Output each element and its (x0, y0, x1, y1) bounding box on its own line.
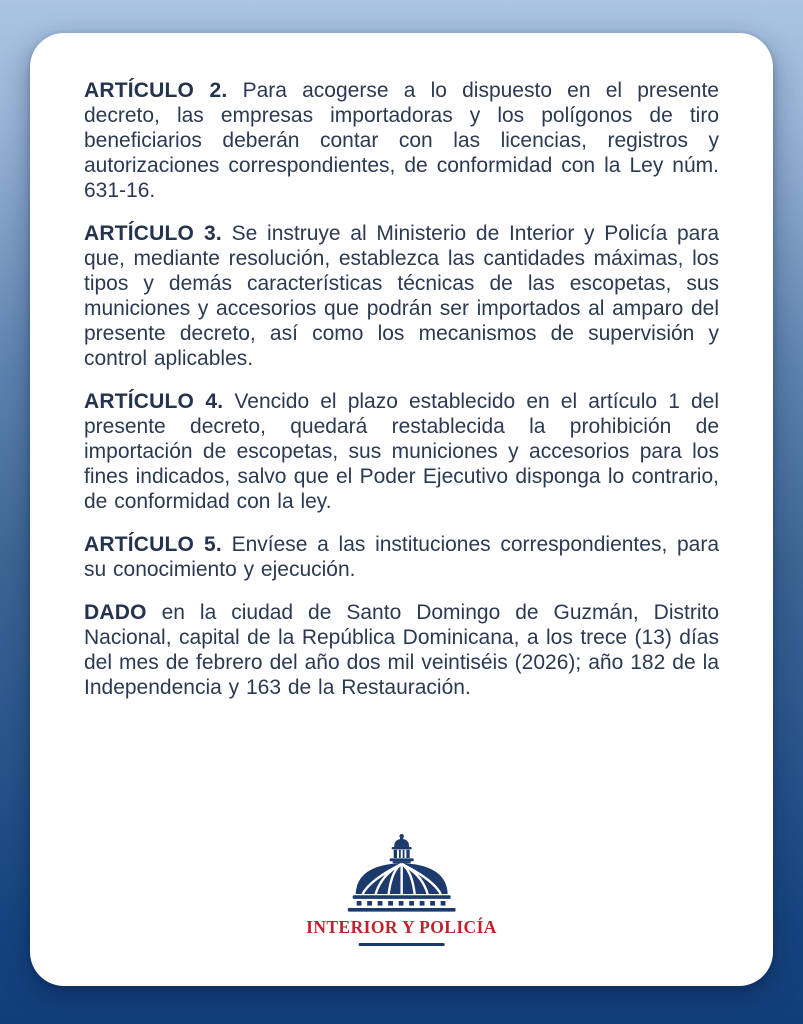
paragraph-articulo-2 (84, 78, 719, 203)
articulo-3-body: Se instruye al Ministerio de Interior y Policía para que, mediante resolución, establezca las cantidades máximas, los tipos y demás características técnicas de las escopetas, sus municiones y accesorios que podrán ser importados al amparo del presente decreto, así como los mecanismos de supervisión y control aplicables. (84, 222, 719, 370)
articulo-3-label: ARTÍCULO 3. (84, 222, 222, 245)
dado-label: DADO (84, 601, 147, 624)
ministry-logo (306, 834, 497, 947)
national-palace-dome-icon (348, 834, 456, 912)
articulo-4-body: Vencido el plazo establecido en el artículo 1 del presente decreto, quedará restablecida la prohibición de importación de escopetas, sus municiones y accesorios para los fines indicados, salvo que el Poder Ejecutivo disponga lo contrario, de conformidad con la ley. (84, 390, 720, 513)
articulo-5-body: Envíese a las instituciones correspondientes, para su conocimiento y ejecución. (84, 533, 719, 581)
ministry-logo-label: INTERIOR Y POLICÍA (306, 916, 497, 937)
dado-body: en la ciudad de Santo Domingo de Guzmán, Distrito Nacional, capital de la República Dominicana, a los trece (13) días del mes de febrero del año dos mil veintiséis (2026); año 182 de la Independencia y 163 de la Restauración. (84, 601, 720, 699)
paragraph-dado (84, 600, 719, 700)
paragraph-articulo-3 (84, 221, 719, 371)
articulo-2-label: ARTÍCULO 2. (84, 79, 228, 102)
articulo-2-body: Para acogerse a lo dispuesto en el presente decreto, las empresas importadoras y los polígonos de tiro beneficiarios deberán contar con las licencias, registros y autorizaciones correspondientes, de conformidad con la Ley núm. 631-16. (84, 79, 719, 202)
paragraph-articulo-4 (84, 389, 719, 514)
paragraph-articulo-5 (84, 532, 719, 582)
decree-card (30, 33, 773, 986)
decree-text-block (84, 78, 719, 700)
logo-underline-rule (359, 943, 445, 947)
articulo-4-label: ARTÍCULO 4. (84, 390, 224, 413)
articulo-5-label: ARTÍCULO 5. (84, 533, 222, 556)
